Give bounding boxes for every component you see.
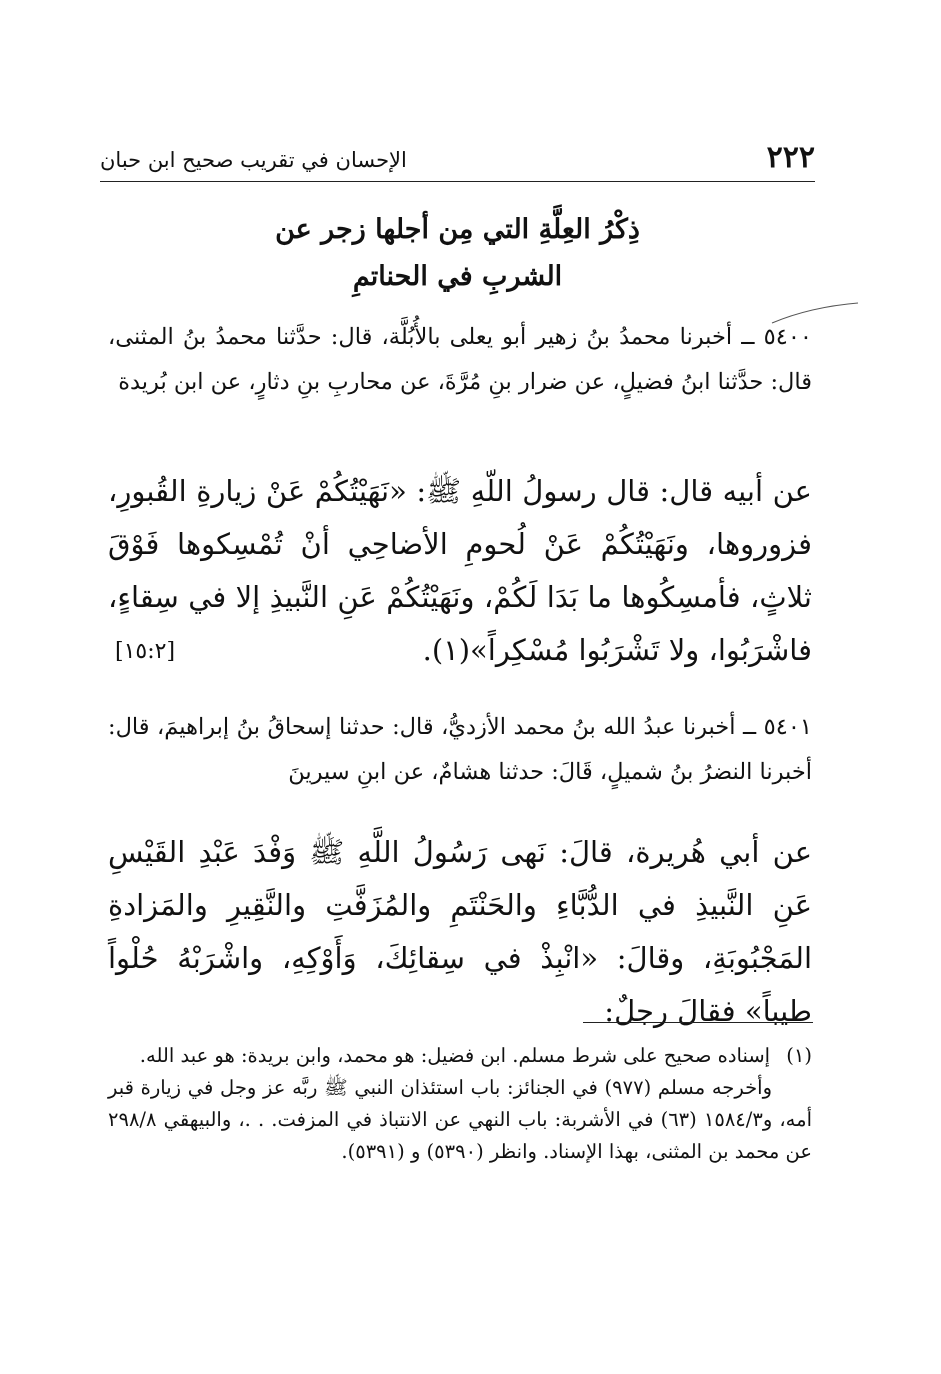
hadith-5400-matn: عن أبيه قال: قال رسولُ اللّهِ ﷺ: «نَهَيْتُكُمْ عَنْ زيارةِ القُبورِ، فزوروها، ونَهَيْتُكُمْ عَنْ لُحومِ الأضاحِي أنْ تُمْسِكوها فَوْقَ ثلاثٍ، فأمسِكُوها ما بَدَا لَكُمْ، ونَهَيْتُكُمْ عَنِ النَّبيذِ إلا في سِقاءٍ، فاشْرَبُوا، ولا تَشْرَبُوا مُسْكِراً»(١).: [108, 474, 812, 667]
footnote-1-continuation: وأخرجه مسلم (٩٧٧) في الجنائز: باب استئذان النبي ﷺ ربَّه عز وجل في زيارة قبر أمه، و١٥٨٤/٣ (٦٣) في الأشربة: باب النهي عن الانتباذ في المزفت. . .، والبيهقي ٢٩٨/٨ عن محمد بن المثنى، بهذا الإسناد. وانظر (٥٣٩٠) و (٥٣٩١).: [108, 1076, 812, 1163]
hadith-5401-matn: عن أبي هُريرة، قالَ: نَهى رَسُولُ اللَّهِ ﷺ وَفْدَ عَبْدِ القَيْسِ عَنِ النَّبيذِ في الدُّبَّاءِ والحَنْتَمِ والمُزَفَّتِ والنَّقِيرِ والمَزادةِ المَجْبُوبَةِ، وقالَ: «انْبِذْ في سِقائِكَ، وَأَوْكِهِ، واشْرَبْهُ حُلْواً طيباً» فقالَ رجلٌ:: [108, 835, 812, 1028]
page-number: ٢٢٢: [766, 140, 815, 175]
hadith-5400-isnad: ٥٤٠٠ ــ أخبرنا محمدُ بنُ زهير أبو يعلى بالأُبُلَّة، قال: حدَّثنا محمدُ بنُ المثنى، قال: حدَّثنا ابنُ فضيلٍ، عن ضرار بنِ مُرَّةَ، عن محاربِ بنِ دثارٍ، عن ابن بُريدة: [108, 324, 812, 395]
chapter-heading-line-2: الشربِ في الحناتمِ: [352, 261, 563, 292]
running-book-title: الإحسان في تقريب صحيح ابن حبان: [100, 148, 407, 172]
running-header: [100, 138, 815, 178]
footnote-rule: [583, 1022, 813, 1023]
chapter-heading-line-1: ذِكْرُ العِلَّةِ التي مِن أجلها زجر عن: [275, 214, 640, 245]
footnote-label: (١): [786, 1044, 812, 1067]
hadith-5401-isnad: ٥٤٠١ ــ أخبرنا عبدُ الله بنُ محمد الأزديُّ، قال: حدثنا إسحاقُ بنُ إبراهيمَ، قال: أخبرنا النضرُ بنُ شميلٍ، قَالَ: حدثنا هشامٌ، عن ابنِ سيرينَ: [108, 714, 812, 785]
footnotes: [108, 1040, 812, 1168]
footnote-1: [108, 1040, 812, 1072]
header-rule: [100, 181, 815, 182]
hadith-5400-reference: [١٥:٢]: [115, 639, 176, 664]
chapter-heading: [100, 206, 815, 300]
footnote-1-text: إسناده صحيح على شرط مسلم. ابن فضيل: هو محمد، وابن بريدة: هو عبد الله.: [139, 1044, 771, 1067]
